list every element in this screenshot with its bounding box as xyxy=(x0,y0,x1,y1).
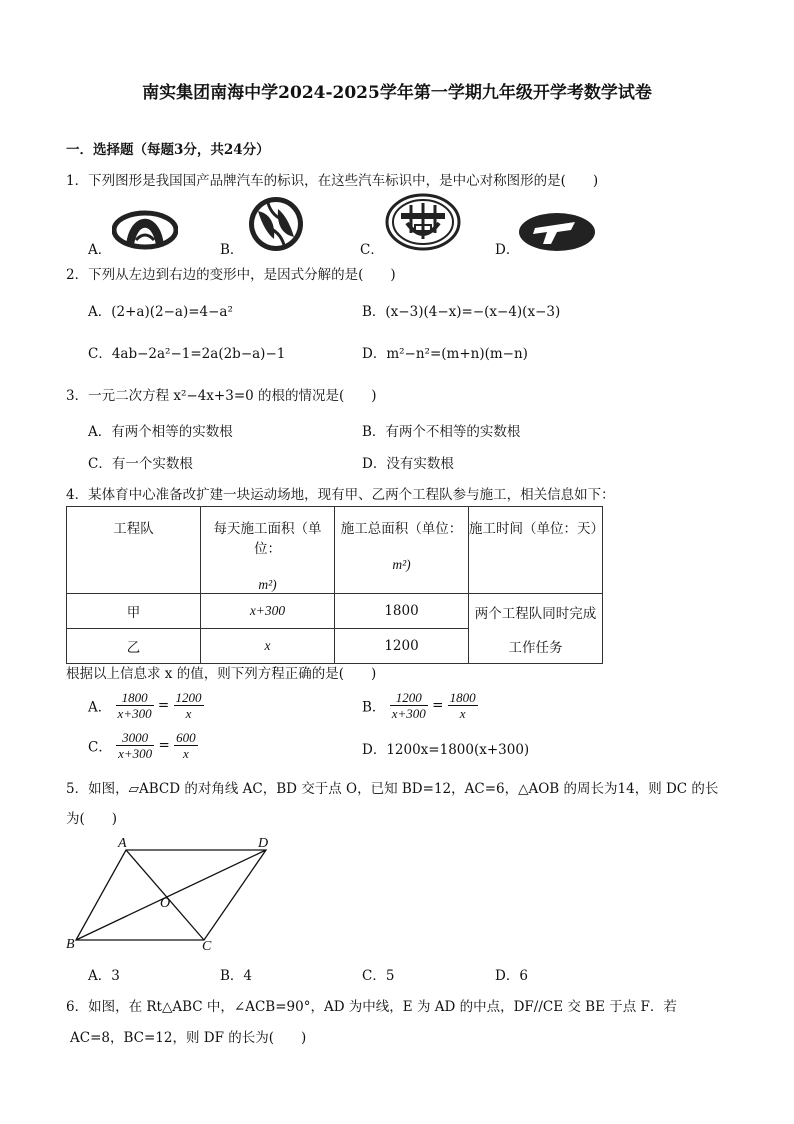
table-merged-cell: 两个工程队同时完成 工作任务 xyxy=(469,594,603,664)
question-5-stem: 5．如图，▱ABCD 的对角线 AC，BD 交于点 O，已知 BD=12，AC=6，△AOB 的周长为14，则 DC 的长 xyxy=(66,781,719,797)
table-cell: 乙 xyxy=(67,629,201,664)
q5-option-d: D．6 xyxy=(495,968,528,984)
table-cell: x+300 xyxy=(201,594,335,629)
q2-option-b: B．(x−3)(4−x)=−(x−4)(x−3) xyxy=(362,304,561,320)
q1-option-d-label: D． xyxy=(495,242,520,258)
exam-title: 南实集团南海中学2024-2025学年第一学期九年级开学考数学试卷 xyxy=(142,83,652,103)
parallelogram-diagram xyxy=(62,832,282,954)
q1-option-a-label: A． xyxy=(88,242,112,258)
car-logo-b-icon xyxy=(246,195,306,253)
car-logo-a-icon xyxy=(112,200,178,252)
construction-info-table xyxy=(66,506,603,664)
table-header-team: 工程队 xyxy=(67,507,201,594)
table-header-total-area: 施工总面积（单位： m²) xyxy=(335,507,469,594)
question-4-ask: 根据以上信息求 x 的值，则下列方程正确的是( ) xyxy=(66,666,377,682)
table-cell: 1200 xyxy=(335,629,469,664)
q3-option-b: B．有两个不相等的实数根 xyxy=(362,424,521,440)
q4-option-a: A． $\frac{1800}{x+300}$ = $\frac{1200}{x}$ xyxy=(88,690,202,721)
table-cell: 甲 xyxy=(67,594,201,629)
vertex-c-label: C xyxy=(202,939,212,954)
table-cell: 1800 xyxy=(335,594,469,629)
q1-option-b-label: B． xyxy=(220,242,244,258)
q5-option-c: C．5 xyxy=(362,968,395,984)
q1-option-c-label: C． xyxy=(360,242,384,258)
q4-option-b: B． $\frac{1200}{x+300}$ = $\frac{1800}{x}$ xyxy=(362,690,476,721)
table-header-daily-area: 每天施工面积（单位： m²) xyxy=(201,507,335,594)
question-2-stem: 2．下列从左边到右边的变形中，是因式分解的是( ) xyxy=(66,267,396,283)
question-3-stem: 3．一元二次方程 x²−4x+3=0 的根的情况是( ) xyxy=(66,388,377,404)
question-5-stem-cont: 为( ) xyxy=(66,811,118,827)
q3-option-a: A．有两个相等的实数根 xyxy=(88,424,233,440)
q4-option-d: D．1200x=1800(x+300) xyxy=(362,742,530,758)
point-o-label: O xyxy=(160,896,171,911)
vertex-d-label: D xyxy=(258,836,269,851)
question-4-stem: 4．某体育中心准备改扩建一块运动场地，现有甲、乙两个工程队参与施工，相关信息如下： xyxy=(66,487,615,503)
car-logo-c-icon xyxy=(385,193,461,251)
table-header-duration: 施工时间（单位：天） xyxy=(469,507,603,594)
question-1-stem: 1．下列图形是我国国产品牌汽车的标识，在这些汽车标识中，是中心对称图形的是( ) xyxy=(66,173,599,189)
section-heading: 一．选择题（每题3分，共24分） xyxy=(66,142,270,158)
q2-option-a: A．(2+a)(2−a)=4−a² xyxy=(88,304,233,320)
q2-option-c: C．4ab−2a²−1=2a(2b−a)−1 xyxy=(88,346,286,362)
vertex-a-label: A xyxy=(118,836,127,851)
q5-option-b: B．4 xyxy=(220,968,253,984)
q3-option-d: D．没有实数根 xyxy=(362,456,454,472)
q4-option-c: C． $\frac{3000}{x+300}$ = $\frac{600}{x}$ xyxy=(88,730,196,761)
car-logo-d-icon xyxy=(517,210,597,254)
question-6-stem: 6．如图，在 Rt△ABC 中，∠ACB=90°，AD 为中线，E 为 AD 的中点，DF//CE 交 BE 于点 F．若 xyxy=(66,999,677,1015)
question-6-stem-cont: AC=8，BC=12，则 DF 的长为( ) xyxy=(70,1030,307,1046)
vertex-b-label: B xyxy=(66,937,75,952)
q3-option-c: C．有一个实数根 xyxy=(88,456,193,472)
q2-option-d: D．m²−n²=(m+n)(m−n) xyxy=(362,346,528,362)
q5-option-a: A．3 xyxy=(88,968,120,984)
table-cell: x xyxy=(201,629,335,664)
